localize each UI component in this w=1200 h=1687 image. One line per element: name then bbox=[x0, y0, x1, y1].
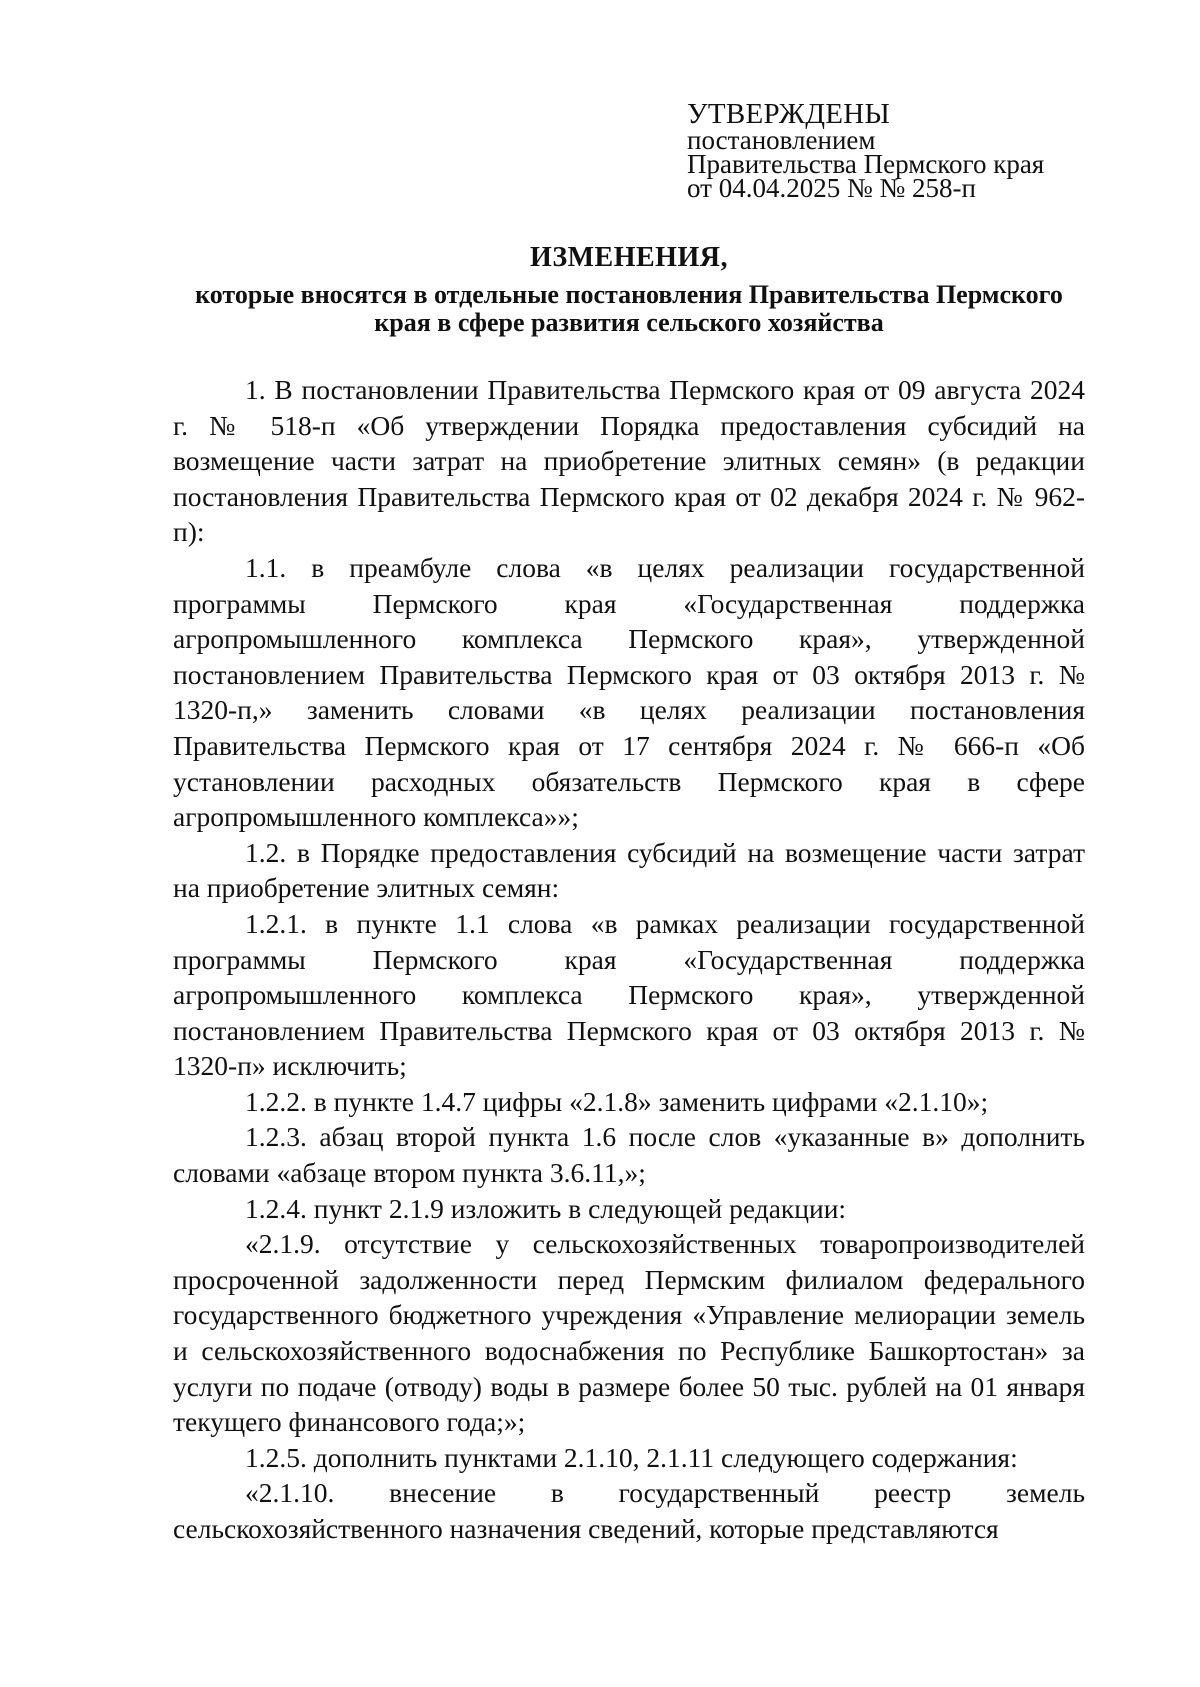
document-body bbox=[173, 372, 1085, 1547]
paragraph-1-2-1: 1.2.1. в пункте 1.1 слова «в рамках реализации государственной программы Пермского края «Государственная поддержка агропромышленного комплекса Пермского края», утвержденной постановлением Правительства Пермского края от 03 октября 2013 г. № 1320-п» исключить; bbox=[173, 907, 1085, 1082]
approval-heading: УТВЕРЖДЕНЫ bbox=[687, 98, 891, 130]
paragraph-1-2-4: 1.2.4. пункт 2.1.9 изложить в следующей редакции: bbox=[245, 1192, 847, 1224]
approval-line: Правительства Пермского края bbox=[687, 149, 1045, 179]
paragraph-1-2-5: 1.2.5. дополнить пунктами 2.1.10, 2.1.11 следующего содержания: bbox=[245, 1441, 1018, 1473]
paragraph-1-2-3: 1.2.3. абзац второй пункта 1.6 после слов «указанные в» дополнить словами «абзаце втором пункта 3.6.11,»; bbox=[173, 1121, 1085, 1189]
paragraph-1: 1. В постановлении Правительства Пермского края от 09 августа 2024 г. № 518-п «Об утверждении Порядка предоставления субсидий на возмещение части затрат на приобретение элитных семян» (в редакции постановления Правительства Пермского края от 02 декабря 2024 г. № 962-п): bbox=[173, 374, 1085, 548]
approval-line: постановлением bbox=[687, 125, 876, 155]
document-subtitle: которые вносятся в отдельные постановления Правительства Пермского края в сфере развития сельского хозяйства bbox=[195, 280, 1063, 337]
quoted-clause-2-1-9: «2.1.9. отсутствие у сельскохозяйственных товаропроизводителей просроченной задолженности перед Пермским филиалом федерального государственного бюджетного учреждения «Управление мелиорации земель и сельскохозяйственного водоснабжения по Республике Башкортостан» за услуги по подаче (отводу) воды в размере более 50 тыс. рублей на 01 января текущего финансового года;»; bbox=[173, 1228, 1085, 1438]
paragraph-1-2-2: 1.2.2. в пункте 1.4.7 цифры «2.1.8» заменить цифрами «2.1.10»; bbox=[245, 1085, 989, 1117]
approval-stamp bbox=[687, 98, 1167, 203]
approval-date-number: от 04.04.2025 № № 258-п bbox=[687, 173, 976, 203]
paragraph-1-2: 1.2. в Порядке предоставления субсидий на возмещение части затрат на приобретение элитных семян: bbox=[173, 836, 1085, 904]
quoted-clause-2-1-10: «2.1.10. внесение в государственный реестр земель сельскохозяйственного назначения сведений, которые представляются bbox=[173, 1477, 1085, 1544]
document-title: ИЗМЕНЕНИЯ, bbox=[530, 242, 728, 273]
paragraph-1-1: 1.1. в преамбуле слова «в целях реализации государственной программы Пермского края «Государственная поддержка агропромышленного комплекса Пермского края», утвержденной постановлением Правительства Пермского края от 03 октября 2013 г. № 1320-п,» заменить словами «в целях реализации постановления Правительства Пермского края от 17 сентября 2024 г. № 666-п «Об установлении расходных обязательств Пермского края в сфере агропромышленного комплекса»»; bbox=[173, 551, 1085, 833]
